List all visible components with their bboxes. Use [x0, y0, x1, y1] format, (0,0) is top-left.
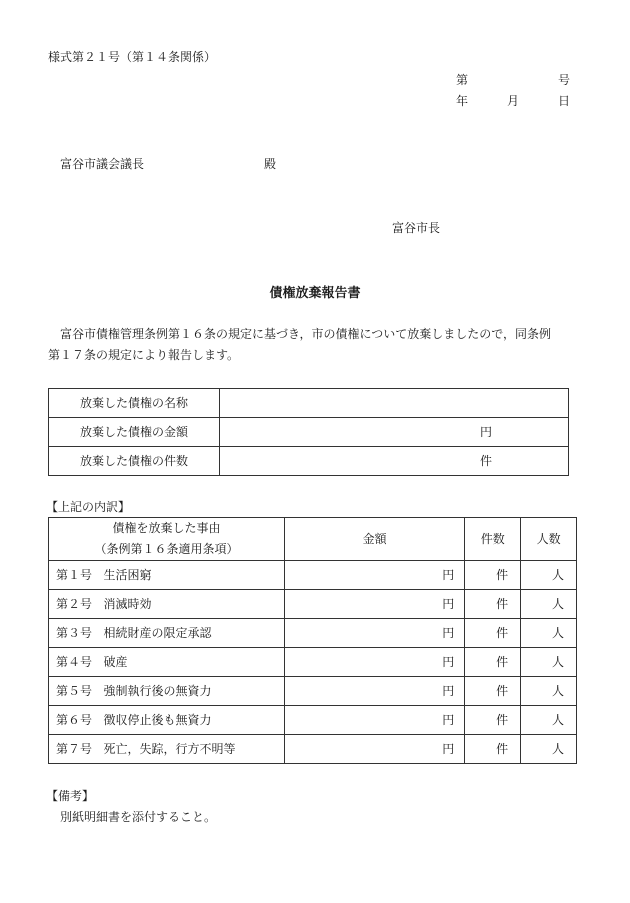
clause-number: 第２号: [56, 597, 93, 611]
summary-label-amount: 放棄した債権の金額: [49, 418, 220, 447]
header-reason-line-2: （条例第１６条適用条項）: [94, 542, 239, 556]
persons-unit: 人: [521, 706, 577, 735]
header-amount: 金額: [285, 518, 465, 561]
table-row: [49, 706, 577, 735]
summary-value-count: 件: [220, 447, 569, 476]
amount-unit: 円: [285, 677, 465, 706]
count-unit: 件: [465, 706, 521, 735]
table-row: [49, 418, 569, 447]
breakdown-heading: 【上記の内訳】: [46, 500, 131, 514]
amount-unit: 円: [285, 735, 465, 764]
count-unit: 件: [465, 735, 521, 764]
summary-value-name: [220, 389, 569, 418]
addressee-honorific: 殿: [264, 157, 277, 171]
table-row: [49, 735, 577, 764]
table-row: [49, 447, 569, 476]
reason-text: 消滅時効: [103, 597, 152, 611]
table-row: [49, 648, 577, 677]
table-row: [49, 619, 577, 648]
doc-number-prefix: 第: [456, 73, 469, 87]
count-unit: 件: [465, 619, 521, 648]
reason-cell: [49, 648, 285, 677]
reason-cell: [49, 619, 285, 648]
header-reason: [49, 518, 285, 561]
clause-number: 第３号: [56, 626, 93, 640]
persons-unit: 人: [521, 590, 577, 619]
amount-unit: 円: [285, 706, 465, 735]
clause-number: 第１号: [56, 568, 93, 582]
reason-cell: [49, 561, 285, 590]
reason-text: 徴収停止後も無資力: [103, 713, 212, 727]
clause-number: 第５号: [56, 684, 93, 698]
table-row: [49, 389, 569, 418]
sender-name: 富谷市長: [392, 221, 441, 235]
reason-text: 相続財産の限定承認: [103, 626, 212, 640]
clause-number: 第６号: [56, 713, 93, 727]
header-persons: 人数: [521, 518, 577, 561]
persons-unit: 人: [521, 677, 577, 706]
reason-text: 強制執行後の無資力: [103, 684, 212, 698]
reason-text: 死亡，失踪，行方不明等: [103, 742, 236, 756]
amount-unit: 円: [285, 561, 465, 590]
body-text: [48, 324, 588, 366]
summary-table: [48, 388, 569, 476]
count-unit: 件: [465, 561, 521, 590]
table-row: [49, 677, 577, 706]
persons-unit: 人: [521, 619, 577, 648]
amount-unit: 円: [285, 619, 465, 648]
remarks-text: 別紙明細書を添付すること。: [60, 810, 217, 824]
body-line-1: 富谷市債権管理条例第１６条の規定に基づき，市の債権について放棄しましたので，同条例: [60, 327, 552, 341]
summary-value-amount: 円: [220, 418, 569, 447]
count-unit: 件: [465, 648, 521, 677]
reason-cell: [49, 735, 285, 764]
reason-cell: [49, 590, 285, 619]
count-unit: 件: [465, 590, 521, 619]
table-row: [49, 590, 577, 619]
table-row: [49, 561, 577, 590]
amount-unit: 円: [285, 590, 465, 619]
doc-number-suffix: 号: [558, 73, 571, 87]
count-unit: 件: [465, 677, 521, 706]
persons-unit: 人: [521, 648, 577, 677]
amount-unit: 円: [285, 648, 465, 677]
reason-cell: [49, 706, 285, 735]
persons-unit: 人: [521, 735, 577, 764]
reason-text: 破産: [103, 655, 128, 669]
persons-unit: 人: [521, 561, 577, 590]
header-count: 件数: [465, 518, 521, 561]
reason-text: 生活困窮: [103, 568, 152, 582]
date-day: 日: [558, 94, 571, 108]
breakdown-table: [48, 517, 577, 764]
clause-number: 第４号: [56, 655, 93, 669]
date-year: 年: [456, 94, 469, 108]
summary-label-name: 放棄した債権の名称: [49, 389, 220, 418]
summary-label-count: 放棄した債権の件数: [49, 447, 220, 476]
reason-cell: [49, 677, 285, 706]
form-id: 様式第２１号（第１４条関係）: [48, 50, 217, 64]
header-reason-line-1: 債権を放棄した事由: [112, 521, 221, 535]
date-month: 月: [507, 94, 520, 108]
body-line-2: 第１７条の規定により報告します。: [48, 348, 240, 362]
remarks-heading: 【備考】: [46, 789, 95, 803]
table-header-row: [49, 518, 577, 561]
document-title: 債権放棄報告書: [269, 286, 361, 301]
addressee-name: 富谷市議会議長: [60, 157, 145, 171]
clause-number: 第７号: [56, 742, 93, 756]
